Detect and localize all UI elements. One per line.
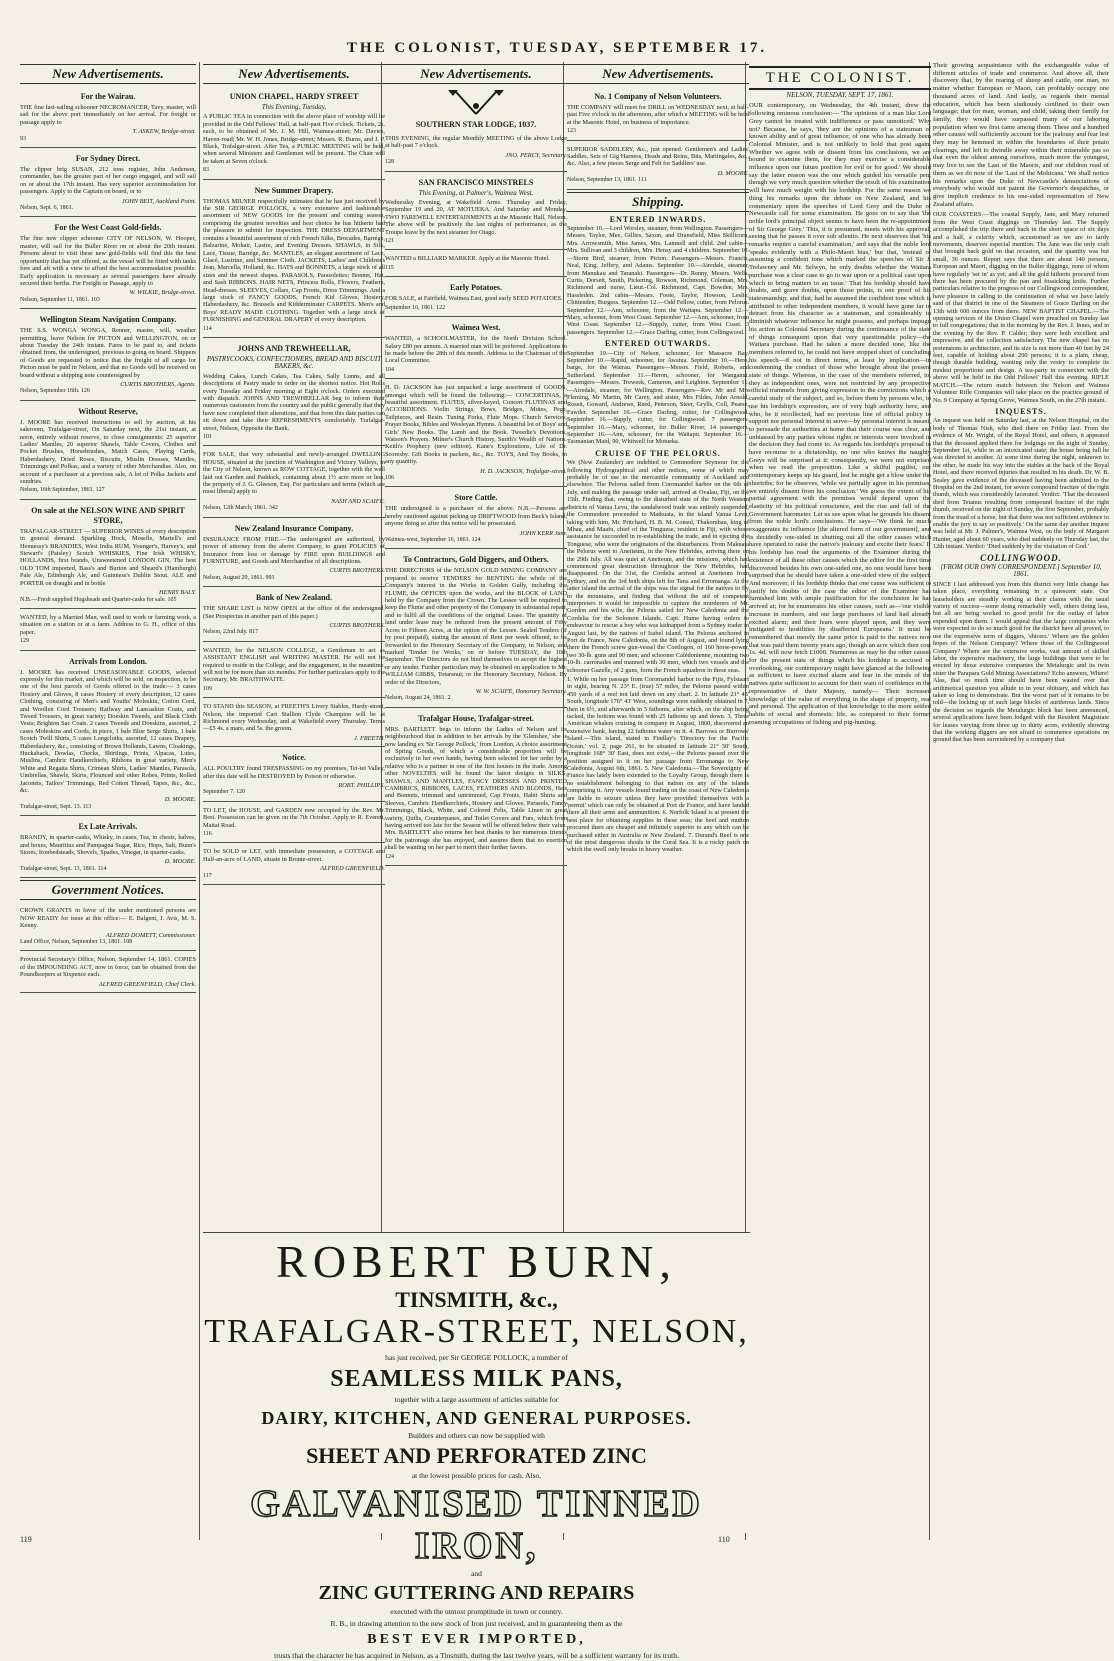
page-number-right: 110 bbox=[718, 1535, 730, 1544]
column-5 bbox=[749, 62, 931, 1540]
ad-footer: 123 bbox=[567, 128, 576, 135]
entered-inwards-title: ENTERED INWARDS. bbox=[609, 214, 707, 224]
advertisement bbox=[203, 448, 385, 517]
local-news-text: OUR COASTERS.—The coastal Supply, Jane, and Mary returned from the West Coast diggings on Thursday last. The Supply accomplished the trip there and back in the short space of six days and a half, a celerity which, accustomed as we are to tardy movements, deserves especial mention. The Jane was the only craft that brought back gold on that occasion, and the quantity was but small, 36 ounces. Report says that there are about 140 persons, European and Maori, digging on the Buller diggings, none of whom have regularly 'set in' as yet; and all the gold hitherto procured from there has been procured by the pan and fossicking knife. Further particulars relative to the progress of our Collingwood correspondent, have pleasure in calling to the continuation of what we have lately said of that district in one of the Steamers of Grace Darling on the 13th with 600 ounces from there. NEW BAPTIST CHAPEL.—The opening services of the Union Chapel were preached on Sunday last to full congregations; that in the morning by the Rev. J. Innes, and in the evening by the Rev. P. Calder; they were both excellent and impressive, and the collection satisfactory. The new chapel has no pretensions to architecture, and its size is not more than 40 feet by 24 feet, capable of holding about 200 persons; it is a plain, cheap, though durable building, wanting only the vestry to complete its modest proportions and design. A tea-party in connexion with the above will be held in the Odd Fellows' Hall this evening. RIFLE MATCH.—The return match between the Nelson and Waimea Volunteer Rifle Companies will take place on the practice ground of No. 9 Company at Spring Grove, Waimea South, on the 27th instant. bbox=[933, 211, 1109, 404]
advertisement bbox=[385, 279, 567, 317]
ad-title: Trafalgar House, Trafalgar-street. bbox=[418, 713, 534, 723]
ad-title: No. 1 Company of Nelson Volunteers. bbox=[594, 92, 722, 101]
ad-body: SUPERIOR SADDLERY, &c., just opened. Gentlemen's and Ladies' Saddles, Sets of Gig Harness, Heads and Reins, Bits, Martingales, &c., &c. Also, a few pieces Serge and Felt for Saddlers' use. bbox=[567, 145, 749, 168]
advertisement bbox=[20, 150, 196, 217]
advertisement bbox=[20, 611, 196, 651]
ad-title: UNION CHAPEL, HARDY STREET bbox=[229, 92, 359, 101]
section-header-government: Government Notices. bbox=[20, 880, 196, 900]
inquests-title: INQUESTS. bbox=[995, 406, 1047, 416]
ad-footer: Nelson, September 16th. 126 bbox=[20, 388, 90, 395]
ad-signature: W. W. SCAIFE, Honorary Secretary. bbox=[475, 687, 567, 695]
ad-signature: CURTIS BROTHERS, Agents. bbox=[120, 380, 196, 388]
col2-ads bbox=[203, 88, 385, 885]
burn-pans: SEAMLESS MILK PANS, bbox=[330, 1366, 623, 1392]
advertisement bbox=[203, 589, 385, 642]
advertisement bbox=[203, 340, 385, 446]
section-header-shipping: Shipping. bbox=[567, 192, 749, 212]
ad-body: THE SHARE LIST is NOW OPEN at the office of the undersigned. (See Prospectus in another part of this paper.) bbox=[203, 605, 385, 620]
ad-title: SAN FRANCISCO MINSTRELS bbox=[418, 177, 534, 187]
ad-body: WANTED, by a Married Man, well used to work or farming work, a situation on a station or at a farm. Address to G. H., office of this paper. bbox=[20, 613, 196, 636]
advertisement bbox=[20, 88, 196, 148]
ad-footer: September 16, 1861. 122 bbox=[385, 304, 446, 311]
ad-signature: ALFRED GREENFIELD, Chief Clerk. bbox=[98, 980, 196, 988]
burn-name: ROBERT BURN, bbox=[276, 1236, 677, 1287]
burn-received: has just received, per Sir GEORGE POLLOCK, a number of bbox=[385, 1353, 568, 1362]
ad-footer: Nelson, September 13, 1861. 111 bbox=[567, 177, 647, 184]
advertisement bbox=[203, 644, 385, 698]
burn-supply: Builders and others can now be supplied with bbox=[408, 1431, 545, 1440]
ad-footer: 114 bbox=[203, 325, 212, 332]
col1-ads bbox=[20, 88, 196, 878]
burn-and: and bbox=[471, 1569, 482, 1578]
advertisement bbox=[567, 143, 749, 190]
burn-assortment: together with a large assortment of articles suitable for bbox=[394, 1395, 559, 1404]
sailing-notes-text: 1. While on her passage from Coromandel harbor to the Fijis, Fylstaart in sight, bearing N. 23° E. (true) 57 miles, the Pelorus passed within 450 yards of a reef not laid down on any chart. 2. In latitude 21° 45' South, longitude 176° 43' West, soundings were suddenly obtained in 7, then in 6½, and afterwards in 5 fathoms, after which, on the ship being tacked, the bottom was found with 25 fathoms up and down. 3. Three American whalers cruising in company in August, 1860, discovered an extensive bank, having 22 fathoms water on it. 4. Barrows or Burrows' Island.—This island, stated in Findlay's 'Directory for the Pacific Ocean,' vol. 2, page 261, to be situated in latitude 21° 50' South, longitude 168° 30' East, does not exist,—the Pelorus passed over the position assigned to it on her passage from Erromanga to New Caledonia, August 6th, 1861. 5. New Caledonia.—The Sovereignty of France has lately been extended to the Loyalty Group, though there is no establishment belonging to that nation on any of the islands comprising it. Any vessels found trading on the coast of New Caledonia are liable to seizure unless they have provided themselves with a 'permit' which can only be obtained at Port de France, and have landed there all their arms and ammunition. 6. Norfolk Island is at present the best place for obtaining supplies in these seas; the beef and mutton procured there are cheaper and infinitely superior to any which can be purchased either in Australia or New Zealand. 7. Durand's Reef is one of the most dangerous shoals in the Coral Sea. It is a rocky patch on which the swell only breaks in heavy weather. bbox=[567, 676, 749, 854]
editorial-title: THE COLONIST. bbox=[749, 66, 931, 90]
burn-best-imported: BEST EVER IMPORTED, bbox=[367, 1632, 586, 1647]
ad-footer: Waimea-west, September 16, 1861. 124 bbox=[385, 537, 481, 544]
entered-inwards-text: September 10.—Lord Worsley, steamer, from Wellington. Passengers—Messrs. Taylor, Mee, Gillies, Saxon, and Dransfield, Miss Skillicorn, Mrs. Arrowsmith, Miss James, Mrs. Lamnell and child. 2nd cabin—Mrs. Sullivan and 3 children, Mrs. Hensy and 4 children. September 10.—Storm Bird, steamer, from Picton. Passengers—Messrs. Francis, Neal, King, Jeffery, and Adams. September 10.—Airedale, steamer, from Manukau and Taranaki. Passengers—Dr. Renny, Messrs. Wells, Curtis, Dorsett, Smith, Pickering, Rowson, Richmond, Coleman, Mrs. Richmond and nurse, Lieut.-Col. Richmond, Capt. Bowden, Mrs. Hassleden. 2nd cabin—Messrs. Foote, Taylor, Howson, Leslie, Chittenden, Burgess. September 12.—Odd Fellow, cutter, from Pelorus. September 12.—Ann, schooner, from the Waitapu. September 12.—Mary, schooner, from West Coast. September 12.—Ann, schooner, from West Coast. September 12.—Supply, cutter, from West Coast. 3 passengers. September 12.—Grace Darling, cutter, from Collingwood. bbox=[567, 225, 749, 336]
ad-body: THOMAS MILNER respectfully intimates that he has just received by the SIR GEORGE POLLOCK, a very extensive and fashionable assortment of NEW GOODS for the present and coming season, comprising the greatest novelties and best choice he has hitherto had the pleasure to submit for inspection. THE DRESS DEPARTMENT contains a beautiful assortment of rich French Silks, Brocades, Barrége, Balzarine, Mohair, Lustre, and Evening Dresses. SHAWLS, in Silk, Lace, Tissue, Barrége, &c. MANTLES, an elegant assortment of Lace, Glacé, Lustrine, and Summer Cloth. JACKETS, Ladies' and Children's Jean, Marcella, Holland, &c. HATS and BONNETS, a large stock of all sizes and the newest shapes. PARASOLS, Parasolettes; Bonnet, Hat, and Sash RIBBONS. HAIR NETS, Princess Rolls, Flowers, Feathers, Head-dresses. SLEEVES, Collars, Cap Fronts, Dress Trimmings. And a large stock of FANCY GOODS, French Kid Gloves, Hosiery, Haberdashery, &c. Brussels and Kidderminster CARPETS. Men's and Boys' READY MADE CLOTHING. Together with a large stock of FURNISHING and GENERAL DRAPERY of every description. bbox=[203, 197, 385, 324]
ad-body: TO STAND this SEASON, at FREETH'S Livery Stables, Hardy-street, Nelson, the imported Cart Stallion Clyde Champion will be at Richmond every Wednesday, and at Wakefield every Thursday. Terms—£5 4s. a mare, and 5s. the groom. bbox=[203, 703, 385, 733]
entered-outwards-title: ENTERED OUTWARDS. bbox=[605, 339, 711, 349]
ad-body: THE S.S. WONGA WONGA, Renner, master, will, weather permitting, leave Nelson for PICTON and WELLINGTON, on or about Tuesday the 24th instant. Fares to be paid to, and tickets obtained from, the undersigned, previous to going on board. Shippers of Goods are requested to notice that the freight of all cargo for Picton must be paid in Nelson, and that no Goods will be received on board without a shipping note countersigned by bbox=[20, 327, 196, 379]
ad-body: THE undersigned is a purchaser of the above. N.B.—Persons are hereby cautioned against picking up DRIFTWOOD from Beck's Island; anyone doing so after this notice will be prosecuted. bbox=[385, 505, 567, 528]
ad-signature: JOHN KERR Junr. bbox=[519, 529, 567, 537]
advertisement bbox=[385, 252, 567, 277]
collingwood-text: SINCE I last addressed you from this district very little change has taken place, everything remaining in a quiescent state. Our leaseholders are steadily working at their claims with the usual variety of success—some doing remarkably well, others doing less, but all are being worked to good profit for the outlay of labor expended upon them. I would appeal that the large companies who were expected to do so much good for the district have all proved, to use the expressive term of diggers, 'shicers.' Where are the golden hopes of the Nelson Company? Where those of the Collingwood Company? Where are the extensive works, vast amount of skilled labor, the expensive machinery, the large buildings that were to be erected by those extensive companies the Metalurgic and its twin sister the Parapara Gold Mining Associations? Echo answers, Where! Alas, that so much time should have been wasted over that arithmetical question you allude to in your obituary, and which has taken so long to demonstrate. But the worst part of it remains to be told—the locking up of such large blocks of auriferous lands. Since the decision so regards the Metalurgic block has been announced, several applications have been lodged with the Resident Magistrate for leases varying from three up to thirty acres, evidently showing that the working diggers are not afraid to commence operations on ground that has been surrendered by a company that bbox=[933, 580, 1109, 744]
advertisement bbox=[203, 804, 385, 844]
ad-footer: Nelson, August 24, 1861. 2 bbox=[385, 695, 451, 702]
ad-footer: Nelson, Sept. 6, 1861. bbox=[20, 205, 74, 212]
ad-footer: 93 bbox=[20, 135, 26, 142]
ad-subtitle: PASTRYCOOKS, CONFECTIONERS, BREAD AND BISCUIT BAKERS, &c. bbox=[206, 354, 382, 371]
collingwood-subtitle: [FROM OUR OWN CORRESPONDENT.] September 10, 1861. bbox=[940, 563, 1102, 579]
ad-footer: 124 bbox=[385, 853, 394, 860]
burn-street: TRAFALGAR-STREET, NELSON, bbox=[204, 1313, 749, 1350]
ad-body: WANTED a BILLIARD MARKER. Apply at the Masonic Hotel. bbox=[385, 255, 550, 263]
ad-subtitle: This Evening, at Palmer's, Waimea West. bbox=[418, 188, 534, 197]
ad-title: Bank of New Zealand. bbox=[255, 593, 332, 603]
ad-footer: 101 bbox=[203, 434, 212, 441]
advertisement bbox=[203, 845, 385, 885]
ad-footer: 116 bbox=[203, 831, 212, 838]
ad-footer: Trafalgar-street, Sept. 13, 1861. 114 bbox=[20, 865, 107, 872]
ad-footer: 117 bbox=[203, 872, 212, 879]
advertisement bbox=[20, 904, 196, 951]
ad-signature: CURTIS BROTHERS. bbox=[329, 621, 385, 629]
ad-body: Wednesday Evening, at Wakefield Arms. Thursday and Friday, September 19 and 20, AT MOTUEKA. And Saturday and Monday, TWO FAREWELL ENTERTAINMENTS at the Masonic Hall, Nelson. The above will be positively the last nights of performance, as the Troupe leave by the next steamer for Otago. bbox=[385, 199, 567, 236]
advertisement bbox=[385, 710, 567, 866]
ad-title: Store Cattle. bbox=[454, 493, 498, 503]
advertisement bbox=[20, 818, 196, 878]
col1-government-notices bbox=[20, 904, 196, 993]
burn-purpose: DAIRY, KITCHEN, AND GENERAL PURPOSES. bbox=[261, 1408, 692, 1428]
ad-subtitle: This Evening, Tuesday, bbox=[261, 103, 327, 111]
ad-body: J. MOORE has received UNSEASONABLE GOODS, selected expressly for this market, and which will be sold, on inspection, to be one of the best parcels of Goods offered to the trade:— 3 cases Hosiery and Gloves, 8 cases Hosiery of every description, 12 cases Clothing, consisting of Men's and Youths' Moleskin, Cotton Cord, and Woollen Cord Trousers; Railway and Lancashire Coats, and Tweed Trousers, in great variety; Doeskin Tweeds, and Black Cloth Vests; Brighton Sac Coats. 2 cases Tweeds and Doeskins, assorted, 2 cases Moleskins and Cords, in piece, 1 bale Blue Serge Shirts, 1 bale Scotch Twill Shirts, 5 cases Longcloths, assorted, 12 cases Drapery, Haberdashery, &c., consisting of Brown Hollands, Lawns, Cloakings, Huckaback, Dowlas, Checks, Shirtings, Prints, Alpacas, Lutes, Muslins, Cambric Handkerchiefs, Ribbons in great variety, Men's White and Regatta Shirts, Crimean Shirts, Ladies' Mantles, Parasols, Umbrellas, Shawls, Skirts, Flounced and other Robes, Prints, Rolled Jaconets, Tailors' Trimmings, Red Cotton Thread, Tapes, &c., &c., &c. bbox=[20, 668, 196, 795]
advertisement bbox=[385, 381, 567, 487]
ad-body: H. D. JACKSON has just unpacked a large assortment of GOODS, amongst which will be found the following:— CONCERTINAS, a beautiful assortment. FLUTES, silver-keyed, Concert FLUTINAS and ACCORDIONS. Violin Strings, Bows, Bridges, Mutes, Pegs, Tailpieces, and Resin. Tuning Forks, Flute Mops. Church Services, Prayer Books, Bibles and Wesleyan Hymns. A beautiful lot of Boys' and Girls' New Books. The Lamb and the Book. Tweedie's Devotions, Watson's Prayers. Milner's Church History, Smith's Wealth of Nations. Keith's Prophecy (new edition). Kane's Explorations, Life of Dr. Scoresby. Gift Books in packets, &c., &c. TOYS, And Toy Books, in any quantity. bbox=[385, 384, 567, 466]
ad-signature: ROBT. PHILLIPS. bbox=[338, 782, 385, 790]
ad-body: BRANDY, in quarter-casks, Whisky, in cases, Tea, in chests, halves, and boxes, Mauritius and Pampagna Sugar, Rice, Hops, Salt, Bunn's Stores, Ironbedsteads, Shovels, Spades, Vinegar, in quarter-casks. bbox=[20, 834, 196, 857]
ad-body: INSURANCE FROM FIRE.—The undersigned are authorized, by power of attorney from the above Company, to grant POLICIES of Insurance from loss or damage by FIRE upon BUILDINGS and FURNITURE, and Goods and Merchandise of all descriptions. bbox=[203, 535, 385, 565]
ad-body: The fine new clipper schooner CITY OF NELSON, W. Hooper, master, will sail for the Buller River on or about the 20th instant. Persons about to visit these new gold-fields will find this the best opportunity that has yet offered, as the vessel will be fitted with tanks fore and aft with a view to afford the best accommodation possible. Early application is necessary as several passengers have already secured their berths. For Freight or Passage, apply to bbox=[20, 235, 196, 287]
advertisement bbox=[20, 311, 196, 401]
entered-outwards-text: September 10.—City of Nelson, schooner, for Massacre Bay. September 10.—Rapid, schooner, for Awatua. September 10.—Hero, barge, for the Wairau. Passengers—Messrs. Field, Roberts, and Sutherland. September 11.—Heron, schooner, for Wanganui. Passengers—Messrs. Treweek, Cameron, and Leighton. September 11.—Airedale, steamer, for Wellington. Passengers—Rev. Mr and Mrs Fleming, Mr Martin, Mr Carey, and sister, Mrs Fildes, John Arnold, Rossit, Goward, Andrews, Reed, Peterson, Steer, Grylls, Coll, Pearse, Fawder. September 16.—Grace Darling, cutter, for Collingwood. September 16.—Supply, cutter, for Collingwood. 7 passengers. September 16.—Mary, schooner, for Buller River, 14 passengers. September 16.—Ann, schooner, for the Waitapu. September 16.—Tasmanian Maid, 90, Whitwell for Motueka. bbox=[567, 349, 749, 446]
ad-body: TO LET, the HOUSE, and GARDEN now occupied by the Rev. Mr. Best. Possession can be given on the 7th October. Apply to R. Everett, Maitai Road. bbox=[203, 806, 385, 829]
advertisement bbox=[203, 520, 385, 587]
ad-title: To Contractors, Gold Diggers, and Others. bbox=[403, 555, 549, 565]
ad-body: ALL POULTRY found TRESPASSING on my premises, Tei-tei Valley, after this date will be DESTROYED by Poison or otherwise. bbox=[203, 765, 385, 780]
ad-signature: J. FREETH. bbox=[354, 734, 385, 742]
ad-signature: ALFRED DOMETT, Commissioner. bbox=[105, 931, 196, 939]
ad-footer: Nelson, 22nd July. 817 bbox=[203, 629, 259, 636]
inquests-text: An inquest was held on Saturday last, at the Nelson Hospital, on the body of Thomas Nish, who died there on Friday last. From the evidence of Mr. Wright, of the Royal Hotel, and others, it appeared that the deceased applied there for lodgings on the night of Sunday, September 1st, while in an intoxicated state; the house being full he was directed to another. At some time during the night, unknown to the other, he made his way into the stables at the back of the Royal Hotel, and there received injuries that resulted in his death. Dr. W. B. Sealey gave evidence of the deceased having been admitted to the Hospital on the 2nd instant, for severe compound fracture of the right thumb, which was considerably lacerated. Verdict: 'That the deceased died from Tetanus resulting from compound fracture of the right thumb, received on the night of Sunday, the first September, probably from the tread of a horse, but that there was not sufficient evidence to enable the jury to say so positively.' On the same day another inquest was held at Mr. J. Palmer's, Waimea West, on the body of Margaret Hunter, aged about 60 years, who died suddenly on Thursday last, the 12th instant. Verdict: 'Died suddenly by the visitation of God.' bbox=[933, 417, 1109, 551]
advertisement bbox=[20, 502, 196, 609]
burn-executed: executed with the utmost promptitude in town or country. bbox=[390, 1607, 563, 1616]
ad-footer: Land Office, Nelson, September 13, 1861. 108 bbox=[20, 938, 133, 945]
ad-body: FOR SALE, that very substantial and newly-arranged DWELLING HOUSE, situated at the junction of Washington and Victory Valleys, in the City of Nelson, known as ROW COTTAGE, together with the well laid out Garden and Paddock, containing about 1½ acre more or less, the property of J. G. Gleeson, Esq. For particulars and terms (which are most liberal) apply to bbox=[203, 451, 385, 496]
burn-zinc-guttering: ZINC GUTTERING AND REPAIRS bbox=[318, 1582, 635, 1604]
ad-body: CROWN GRANTS in favor of the under mentioned persons are NOW READY for issue at this office:— E. Balgent, J. Avis, M. S. Kenny. bbox=[20, 907, 196, 930]
ad-title: New Summer Drapery. bbox=[254, 185, 334, 195]
ad-footer: N.B.—Fresh supplied Hogsheads and Quarter-casks for sale. 105 bbox=[20, 596, 177, 603]
pelorus-title: CRUISE OF THE PELORUS. bbox=[595, 448, 721, 458]
advertisement bbox=[20, 403, 196, 500]
ad-body: TRAFALGAR-STREET — SUPERIOR WINES of every description in general demand. Sparkling Hock, Moselle, Martell's and Hennessy's BRANDIES, West India RUM, Younger's, Harvey's, and Stewart's (Paisley) Scotch WHISKIES, Fine Irish WHISKY, HOLLANDS, first brands, Unsweetened LONDON GIN, The best OLD TOM imported, Bass's and Burton and Sheard's (Hamburgh) Pale Ale, Edinburgh Ale, and Guinness's Dublin Stout. ALE and PORTER on draught and in bottle bbox=[20, 527, 196, 587]
ad-footer: September 7. 120 bbox=[203, 789, 246, 796]
ad-signature: ALFRED GREENFIELD. bbox=[320, 865, 385, 873]
ad-footer: Nelson, September 11, 1861. 103 bbox=[20, 296, 100, 303]
section-header-new-ads: New Advertisements. bbox=[385, 64, 567, 84]
column-rule bbox=[199, 62, 200, 1540]
ad-footer: 128 bbox=[385, 159, 394, 166]
ad-signature: D. MOORE. bbox=[164, 796, 196, 804]
burn-lowest-prices: at the lowest possible prices for cash. Also, bbox=[411, 1471, 542, 1480]
advertisement bbox=[385, 489, 567, 549]
ad-title: JOHNS AND TREWHEELLAR, bbox=[237, 343, 351, 353]
ad-title: Notice. bbox=[282, 753, 306, 763]
ad-body: J. MOORE has received instructions to sell by auction, at his saleroom, Trafalgar-street, On Saturday next, the 21st instant, at noon, entirely without reserve, to close consignments: 25 superior Ladies' Mantles, 20 superior Shawls, Table Covers, Clothes and Pocket Brushes, Horsebrushes, Match Cases, Playing Cards, Haberdashery, Dried Roses, Biscuits, Muslin Dresses, Mantles, Trimmings and Polkas, and a variety of other Merchandise. Also, on account of a purchaser at a previous sale, A lot of Polka Jackets and sundries. bbox=[20, 418, 196, 486]
col4-ads bbox=[567, 88, 749, 190]
advertisement bbox=[203, 88, 385, 180]
advertisement bbox=[385, 174, 567, 251]
editorial-continued: Their growing acquaintance with the exchangeable value of different articles of trade and commerce. And above all, their discovery that, by the rearing of sheep and cattle, one man, no matter whether European or Maori, can profitably occupy one thousand acres of land. And lastly, as regards their mental education, which has been studiously confined to their own language; that for man, woman, and child, taking their family for family, they would have surpassed many of our laboring population when we first came among them. These and a hundred other causes will sufficiently account for the jealousy and fear lest they may be hemmed in within the boundaries of their potato clearings, and left to dwindle away within their miserable pas so that even the oldest among ourselves, much more the youngest, may live to see the Last of the Maoris, and our children read of them as we do now of the 'Last of the Mohicans.' We shall notice his remarks upon the Duke of Newcastle's denunciations of everybody who would not patent the Governor's despatches, or give implicit credence to his one-sided representation of New Zealand affairs. bbox=[933, 62, 1109, 208]
ad-footer: Nelson, August 20, 1861. 993 bbox=[203, 574, 275, 581]
lodge-title: SOUTHERN STAR LODGE, 1037. bbox=[415, 120, 537, 129]
ad-signature: W. WILKIE, Bridge-street. bbox=[129, 289, 196, 297]
masonic-emblem-icon bbox=[436, 88, 516, 118]
ad-title: Wellington Steam Navigation Company. bbox=[39, 315, 177, 325]
ad-signature: JNO. PERCY, Secretary. bbox=[505, 151, 567, 159]
burn-drawing: R. B., in drawing attention to the new stock of Iron just received, and in guaranteeing them as the bbox=[330, 1619, 623, 1628]
ad-title: On sale at the NELSON WINE AND SPIRIT STORE, bbox=[31, 505, 185, 525]
ad-signature: CURTIS BROTHERS. bbox=[329, 567, 385, 575]
ad-signature: D. MOORE. bbox=[164, 858, 196, 866]
ad-body: A PUBLIC TEA in connection with the above place of worship will be provided in the Odd Fellows' Hall, at half-past Five o'clock. Tickets, 2s. each, to be obtained of Mr. J. M. Hill, Waimea-street; Mr. Davies, Haven-road; Mr. W. H. Jones, Bridge-street; Messrs. R. Burns, and J. P. Black, Trafalgar-street. After Tea, a PUBLIC MEETING will be held, when several Ministers and Gentlemen will be present. The Chair will be taken at Seven o'clock. bbox=[203, 113, 385, 165]
ad-body: FOR SALE, at Fairfield, Waimea East, good early SEED POTATOES. bbox=[385, 295, 563, 303]
ad-body: WANTED, a SCHOOLMASTER, for the North Division School. Salary £80 per annum. A married man will be preferred. Applications to be made before the 28th of this month. Address to the Chairman of the Local Committee. bbox=[385, 335, 567, 365]
ad-body: TO be SOLD or LET, with immediate possession, a COTTAGE and Half-an-acre of LAND, situate in Bronte-street. bbox=[203, 848, 385, 863]
section-header-new-ads: New Advertisements. bbox=[20, 64, 196, 84]
ad-body: THIS EVENING, the regular Monthly MEETING of the above Lodge at half-past 7 o'clock. bbox=[385, 135, 567, 150]
ad-title: Without Reserve, bbox=[78, 406, 138, 416]
pelorus-text: We (New Zealander) are indebted to Commodore Seymour for the following Hydrographical and other notices, some of which may probably be of use to the mercantile community of Auckland and elsewhere. The Pelorus sailed from Coromandel harbor on the 6th of July, and making the passage under sail, arrived at Ovalau, Fiji, on the 15th. Finding that, owing to the disturbed state of the North Western districts of Vanua Levu, the sandalwood trade was entirely suspended, the Commodore proceeded to Matkuata, in the island Vanua Levu, taking with him, Mr. Pritchard, H. B. M. Consul, Thakombau, king of Mbau, and Maafu, chief of the Tonguese, resident in Fiji, with whose assistance he succeeded in re-establishing the trade, and in ejecting the Tonguese, who were the originators of the disturbances. From Makuata the Pelorus went to Aneiteum, in the New Hebrides, arriving there on the 29th July. All was quiet at Aneiteum, and the missions, which had commenced great destruction throughout the New Hebrides, had disappeared. On the 31st, the Cordelia arrived at Aneiteum from Sydney, and on the 3rd both ships left for Tana and Erromanga. At the latter island the arrival of the ships was the signal for the natives to fly to the mountains, and finding that without the aid of competent interpreters it would be impossible to capture the murderers of Mr. Gordon and his wife, the Pelorus sailed for New Caledonia and the Cordelia for the Solomon Islands. Capt. Hume having orders to endeavour to rescue a boy who was kidnapped from a Sydney trader in August last, by the natives of Isabel island. The Pelorus anchored in Port de France, New Caledonia, on the 8th of August, and found lying there the French screw gun-vessel the Coetlogon, of 160 horse-power, two 30-lb. guns and 90 men; and schooner Calédonienne, mounting two 10-lb. carronades and manned with 30 men, which two vessels and the schooner Gazelle, of 2 guns, form the French squadron in these seas. bbox=[567, 459, 749, 674]
ad-title: New Zealand Insurance Company. bbox=[234, 523, 354, 533]
column-6 bbox=[933, 62, 1109, 1540]
ad-title: Early Potatoes. bbox=[450, 283, 502, 293]
advertisement bbox=[20, 953, 196, 993]
ad-footer: 83 bbox=[203, 167, 209, 174]
editorial-date: NELSON, TUESDAY, SEPT. 17, 1861. bbox=[786, 91, 894, 99]
ad-body: Provincial Secretary's Office, Nelson, September 14, 1861. COPIES of the IMPOUNDING ACT, now in force, can be obtained from the Poundkeepers at Sixpence each. bbox=[20, 956, 196, 979]
ad-signature: JOHN BEIT, Auckland Point. bbox=[121, 197, 196, 205]
advertisement bbox=[203, 182, 385, 338]
ad-body: Wedding Cakes, Lunch Cakes, Tea Cakes, Sally Lunns, and all descriptions of Pastry made to order on the shortest notice. Hot Rolls every Tuesday and Friday morning at Eight o'clock. Orders executed with dispatch. JOHNS AND TREWHEELLAR beg to inform their numerous customers from the country and the public generally that they have now completed their alterations, and that from this date parties can sit down and take their REFRESHMENTS comfortably. Trafalgar-street, Nelson, Opposite the Bank. bbox=[203, 372, 385, 432]
ad-body: WANTED, for the NELSON COLLEGE, a Gentleman to act as ASSISTANT ENGLISH and WRITING MASTER. He will not be required to reside in the College, and the engagement, in the meantime, will not be for more than six months. For further particulars apply to the Secretary, Mr. BRAITHWAITE. bbox=[203, 646, 385, 684]
column-1 bbox=[20, 62, 196, 1540]
ad-signature: T. ASKEW, Bridge-street. bbox=[132, 128, 196, 136]
ad-signature: NASH AND SCAIFE. bbox=[331, 497, 385, 505]
ad-footer: 115 bbox=[385, 264, 394, 271]
burn-trade: TINSMITH, &c., bbox=[395, 1287, 558, 1312]
ad-footer: 121 bbox=[385, 238, 394, 245]
ad-footer: 104 bbox=[385, 366, 394, 373]
ad-signature: D. MOORE. bbox=[717, 169, 749, 177]
ad-footer: 109 bbox=[203, 685, 212, 692]
ad-signature: HENRY BALY. bbox=[159, 589, 196, 597]
collingwood-title: COLLINGWOOD. bbox=[980, 552, 1062, 563]
ad-footer: 129 bbox=[20, 638, 29, 645]
ad-footer: 106 bbox=[385, 475, 394, 481]
masthead: THE COLONIST, TUESDAY, SEPTEMBER 17. bbox=[346, 40, 768, 56]
ad-signature: H. D. JACKSON, Trafalgar-street. bbox=[480, 467, 567, 475]
advertisement bbox=[385, 319, 567, 379]
advertisement bbox=[385, 132, 567, 172]
ad-title: Ex Late Arrivals. bbox=[78, 822, 138, 832]
ad-footer: Trafalgar-street, Sept. 13. 113 bbox=[20, 803, 92, 810]
ad-body: MRS. BARTLETT begs to inform the Ladies of Nelson and its neighbourhood that in addition to her arrivals by the 'Glenshee,' she is now landing ex 'Sir George Pollock,' from London, A choice assortment of Spring Goods, of which a considerable proportion will be exclusively in her own hands, having been selected for her order by a relative who is a partner in one of the first houses in the trade. Among other NOVELTIES will be found the latest designs in SILKS, SHAWLS, AND MANTLES, FANCY DRESSES AND PRINTED CAMBRICS, RIBBONS, LACES, FEATHERS AND BLONDS, Hats and Bonnets, trimmed and untrimmed, Cap Fronts, Habit Shirts and Sleeves, Cambric Handkerchiefs, Hosiery and Gloves, Parasols, Fancy Trimmings, Black, White, and Colored Felts, Table Linen in great variety, Quilts, Counterpanes, and Toilet Covers and Furs, which from having arrived too late for the Season will be offered below their value. Mrs. BARTLETT also returns her best thanks to her numerous friends for the patronage she has enjoyed, and assures them that no exertion shall be wanting on her part to merit their further favors. bbox=[385, 725, 567, 852]
advertisement bbox=[567, 88, 749, 141]
burn-sheet-zinc: SHEET AND PERFORATED ZINC bbox=[306, 1443, 647, 1468]
advertisement bbox=[203, 749, 385, 802]
ad-footer: Nelson, 16th September, 1861. 127 bbox=[20, 487, 105, 494]
ad-title: Waimea West. bbox=[451, 323, 501, 333]
burn-galvanised: GALVANISED TINNED IRON, bbox=[250, 1483, 703, 1567]
ad-title: For Sydney Direct. bbox=[75, 154, 141, 164]
section-header-new-ads: New Advertisements. bbox=[567, 64, 749, 84]
ad-footer: Nelson, 12th March, 1861. 342 bbox=[203, 505, 278, 512]
advertisement bbox=[203, 700, 385, 747]
advertisement bbox=[20, 219, 196, 309]
ad-body: THE fine fast-sailing schooner NECROMANCER, Tavy, master, will sail for the above port immediately on her arrival. For freight or passage apply to bbox=[20, 104, 196, 126]
advertisement bbox=[20, 653, 196, 817]
section-header-new-ads: New Advertisements. bbox=[203, 64, 385, 84]
ad-title: Arrivals from London. bbox=[69, 656, 147, 666]
col3-ads bbox=[385, 132, 567, 866]
burn-trusts: trusts that the character he has acquired in Nelson, as a Tinsmith, during the last twelve years, will be a sufficient warranty for its truth. bbox=[274, 1651, 679, 1660]
ad-body: THE COMPANY will meet for DRILL on WEDNESDAY next, at half-past Five o'clock in the afternoon, after which a MEETING will be held at the Masonic Hotel, on business of importance. bbox=[567, 104, 749, 126]
editorial-text: OUR contemporary, on Wednesday, the 4th instant, drew the following ominous conclusion:— 'The opinions of a man like Lord Grey cannot be treated with indifference or pass unnoticed.' Why not? Because, he says, 'they are the opinions of a statesman of known ability and of great influence; of one who has already been Colonial Minister, and is not unlikely to hold that post again. Whether we agree with or dissent from his conclusions, we are bound to examine them, for they may exercise a considerable influence upon our future position for evil or for good.' We should say the latter reason was the one which guided his versatile pen; though we very much question whether the result of his examination will have much weight with his lordship. For the same reason we thing his remarks upon the debate on New Zealand, and his commentary upon the speeches of Lord Grey and the Duke of Newcastle call for some examination. He goes on to say that 'the noble lord's principal object seems to have been the re-appointment of Sir George Grey.' This, it is presumed, meets with his approval, seeing that he passes it over sub silentio. He next observes that 'his remarks require a careful examination,' and says that the noble lord 'speaks evidently with a Philo-Maori bias,' but that, 'instead of assuming a confident tone which marked the speeches of Sir J. Trelawney and Mr. Selwyn, he only doubts whether the Waitara purchase was a clear case to go to war upon or a political case upon which to bring matters to an issue.' That his lordship should have doubts, and grave doubts, upon those points, is one proof of his statesmanship; and that, had he assumed the confident tone which is attributed to other independent members, it would have gone far to detract from his character as a statesman, and considerably to diminish whatever influence he might possess, and perhaps impugn his action as Colonial Secretary during the continuance of the state of things consequent upon that very questionable policy—the Waitara purchase. Had he taken a more decided tone, like the members referred to, he could not have stopped short of concluding his speech—if not in direct terms, at least by implication—in condemning the conduct of those who brought about the present state of things. Whereas, in the case of the members referred, to, they as independent ones, were not restricted by any prospective official trammels from giving expression to the convictions which a careful study of the subject, and so, before them by persons who, to use his lordship's expression, are of very high authority here, and who, be it recollected, had no previous line of official policy to support nor personal interest to serve—by personal interest is meant, to persuade the authorities at home that their course was clear, and unbiassed by any parties whose rights or interests were involved in the decision they had come to. As regards his lordship's proposal to have recourse to a dictatorship, no one who knows the naughty Greys will be surprised at it: consequently, we were not surprised when we read the proposition. Like a skilful pugilist, our contemporary keeps up his guard, lest he might get a blow under the shortribs; for he observes, 'while we partially agree in his premises, we entirely dissent from his conclusion.' We guess the extent of his partial agreement with the premises would depend upon the elasticity of his political conscience, and the rise and fall of the Government barometer. Let us see upon what he grounds his dissent from the noble lord's conclusions. He says—'We think he much exaggerates its influence [the altered form of our government], and is decidedly one-sided in shutting out all the other causes which have operated to raise the native's jealousy and excite their fears.' If his lordship has read the arguments of the Examiner during the existence of all these other causes which the editor for the first time discovered besides his own one-sided one, no one would have been surprised that he should have taken a one-sided view of the subject. And moreover, if his lordship thinks that one cause was sufficient to justify his doubts of the case the editor of the Examiner has furnished him with ample justification for the conclusion he has arrived at; for he enumerates his other causes, such as—'our visible increase in numbers, and our large purchases of land had already excited alarm; and their fears were played upon, and they were instigated to hostilities by disaffected Europeans.' It must be remembered that merely the same price is paid to the natives now that was paid them twenty years ago, though an acre which then cost 1s. 4d. will now fetch £1000. Numerous as may be the other causes for the present state of things which his lordship is accused of overlooking, our contemporary might have glanced at the following as sufficient to have excited alarm and fear in the minds of the natives quite sufficient to account for their want of confidence in the representative of their Majesty, namely— Their increased knowledge of the value of everything in the shape of property, real and personal. The application of that knowledge to the more settled habits of social and domestic life, as compared to their former roaming occupations of fishing and pig-hunting. bbox=[749, 102, 931, 726]
ad-title: For the Wairau. bbox=[80, 92, 136, 101]
ad-title: For the West Coast Gold-fields. bbox=[54, 223, 162, 233]
advertisement bbox=[385, 551, 567, 707]
ad-body: The clipper brig SUSAN, 212 tons register, John Anderson, commander, has the greater part of her cargo engaged, and will sail on or about the 17th instant. Has very superior accommodation for passengers. Apply to the Captain on board, or to bbox=[20, 166, 196, 196]
page-number-left: 119 bbox=[20, 1535, 32, 1544]
ad-body: THE DIRECTORS of the NELSON GOLD MINING COMPANY are prepared to receive TENDERS for RENTING the whole of the Company's interest in the Works in Golden Gully, including the FLUME, the OFFICES upon the works, and the BLOCK of LAND held by the Company from the Crown. The Lessee will be required to keep the Flume and other property of the Company in substantial repair, and to fulfil all the conditions of the original Lease. The quantity of land under lease may be reduced from the present amount of Fifty Acres to Fifteen Acres, at the option of the Lessee. Sealed Tenders (if by post prepaid), stating the amount of Rent per week offered, to be forwarded to the Honorary Secretary of the Company, in Nelson, and marked 'Tender for Works,' on or before TUESDAY, the 10th September. The Directors do not bind themselves to accept the highest or any tender. Further particulars may be obtained on application to Mr. WILLIAM GIBBS, Totaranui; or the Honorary Secretary, Nelson. By order of the Directors, bbox=[385, 567, 567, 686]
